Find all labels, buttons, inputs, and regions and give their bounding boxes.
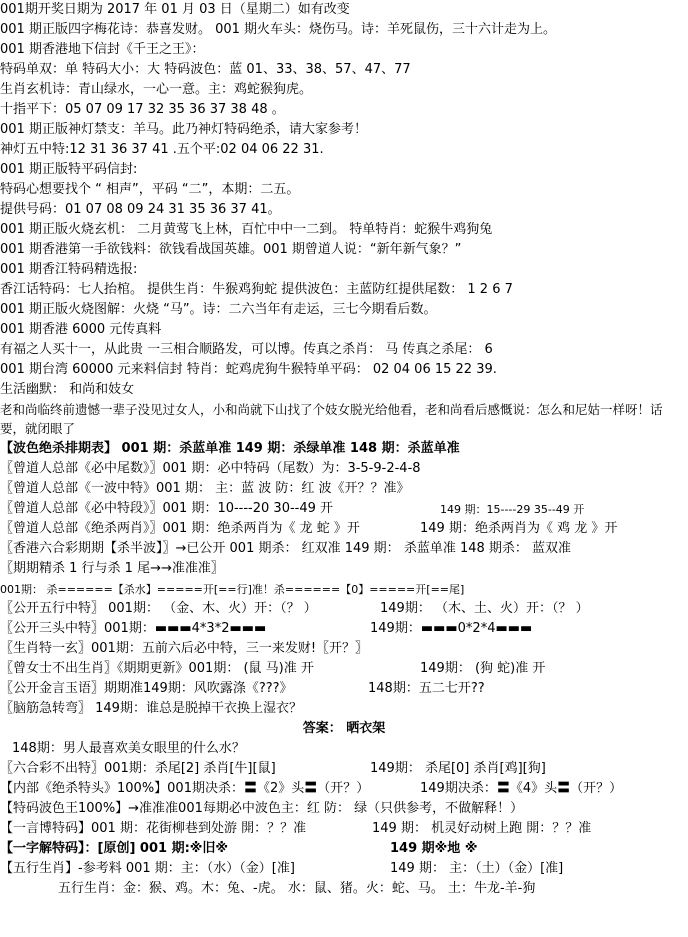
golden-words-line: 〖公开金言玉语〗期期准149期：风吹露涤《???》 <box>0 681 293 696</box>
special-code-line: 特码单双：单 特码大小：大 特码波色：蓝 01、33、38、57、47、77 <box>0 62 411 77</box>
three-heads-001-line: 〖公开三头中特〗001期：▬▬▬4*3*2▬▬▬ <box>0 621 267 636</box>
crosstalk-line: 特码心想要找个 “ 相声”，平码 “二”，本期：二五。 <box>0 182 300 197</box>
riddle-line: 〖脑筋急转弯〗 149期：谁总是脱掉干衣换上湿衣？ <box>0 701 302 716</box>
color-kill-line: 【波色绝杀排期表】 001 期：杀蓝单准 149 期：杀绿单准 148 期：杀蓝单准 <box>0 441 460 456</box>
segment-001-line: 〖曾道人总部《必中特段》〗001 期：10----20 30--49 开 <box>0 501 334 516</box>
five-elements-001-line: 〖公开五行中特〗 001期： （金、木、火）开：（？ ） <box>0 601 317 616</box>
kill-two-149-line: 149 期：绝杀两肖为《 鸡 龙 》开 <box>420 521 618 536</box>
row-tail-title-line: 〖期期精杀 1 行与杀 1 尾→→准准准〗 <box>0 561 224 576</box>
xiangjiang-detail-line: 香江话特码：七人抬棺。 提供生肖：牛猴鸡狗蛇 提供波色：主蓝防红提供尾数： 1 2 6 7 <box>0 282 513 297</box>
zodiac-poem-line: 生肖玄机诗：青山绿水，一心一意。主：鸡蛇猴狗虎。 <box>0 82 313 97</box>
taiwan-envelope-line: 001 期台湾 60000 元来料信封 特肖：蛇鸡虎狗牛猴特单平码： 02 04 06 15 22 39. <box>0 362 497 377</box>
segment-149-line: 149 期：15----29 35--49 开 <box>440 503 585 516</box>
humor-title-line: 生活幽默： 和尚和妓女 <box>0 382 135 397</box>
five-zodiac-001-line: 【五行生肖】-参考料 001 期：主：（水）（金）[准] <box>0 861 295 876</box>
row-tail-detail-line: 001期： 杀======【杀水】=====开[==行]准！杀======【0】=====开[==尾] <box>0 583 465 596</box>
tail-number-line: 〖曾道人总部《必中尾数》〗001 期：必中特码（尾数）为：3-5-9-2-4-8 <box>0 461 421 476</box>
half-wave-line: 〖香港六合彩期期【杀半波】〗→已公开 001 期杀： 红双准 149 期： 杀蓝单准 148 期杀： 蓝双准 <box>0 541 572 556</box>
draw-date-line: 001期开奖日期为 2017 年 01 月 03 日（星期二）如有改变 <box>0 2 350 17</box>
ms-zodiac-149-line: 149期： (狗 蛇)准 开 <box>420 661 546 676</box>
numbers-line: 提供号码：01 07 08 09 24 31 35 36 37 41。 <box>0 202 281 217</box>
zodiac-mystery-line: 〖生肖特一玄〗001期：五前六后必中特，三一来发财!〖开？〗 <box>0 641 369 656</box>
envelope-title-line: 001 期香港地下信封《千王之王》： <box>0 42 205 57</box>
five-zodiac-149-line: 149 期： 主：（土）（金）[准] <box>390 861 564 876</box>
one-char-001-line: 【一字解特码】：[原创] 001 期:※旧※ <box>0 841 229 856</box>
fax-detail-line: 有福之人买十一，从此贵 一三相合顺路发，可以博。传真之杀肖： 马 传真之杀尾： 6 <box>0 342 493 357</box>
lamp-numbers-line: 神灯五中特:12 31 36 37 41 .五个平:02 04 06 22 31. <box>0 142 324 157</box>
five-elements-149-line: 149期： （木、土、火）开：（？ ） <box>380 601 589 616</box>
wave-king-line: 【特码波色王100%】→准准准001每期必中波色主：红 防： 绿（只供参考，不做解释！） <box>0 801 524 816</box>
three-heads-149-line: 149期：▬▬▬0*2*4▬▬▬ <box>370 621 533 636</box>
no-special-001-line: 〖六合彩不出特〗001期：杀尾[2] 杀肖[牛][鼠] <box>0 761 276 776</box>
kill-head-001-line: 【内部《绝杀特头》100%】001期决杀：〓《2》头〓（开？） <box>0 781 370 796</box>
one-char-149-line: 149 期※地 ※ <box>390 841 478 856</box>
five-zodiac-list-line: 五行生肖：金：猴、鸡。木：兔、-虎。 水：鼠、猪。火：蛇、马。 土：牛龙-羊-狗 <box>58 881 536 896</box>
riddle-148-line: 148期：男人最喜欢美女眼里的什么水？ <box>12 741 245 756</box>
fire-mystery-line: 001 期正版火烧玄机： 二月黄莺飞上林，百忙中中一二到。 特单特肖：蛇猴牛鸡狗兔 <box>0 222 493 237</box>
one-word-001-line: 【一言博特码】001 期：花街柳巷到处游 開：？？准 <box>0 821 307 836</box>
riddle-answer: 答案： 晒衣架 <box>302 721 386 736</box>
kill-head-149-line: 149期决杀：〓《4》头〓（开？） <box>420 781 623 796</box>
golden-words-148-line: 148期：五二七开?? <box>368 681 485 696</box>
fax-title-line: 001 期香港 6000 元传真料 <box>0 322 162 337</box>
ms-zodiac-001-line: 〖曾女士不出生肖〗《期期更新》001期： (鼠 马)准 开 <box>0 661 314 676</box>
one-word-149-line: 149 期： 机灵好动树上跑 開：？？准 <box>372 821 592 836</box>
ten-finger-line: 十指平下：05 07 09 17 32 35 36 37 38 48 。 <box>0 102 285 117</box>
kill-two-001-line: 〖曾道人总部《绝杀两肖》〗001 期：绝杀两肖为《 龙 蛇 》开 <box>0 521 360 536</box>
hk-first-hand-line: 001 期香港第一手欲钱料：欲钱看战国英雄。001 期曾道人说：“新年新气象？” <box>0 242 462 257</box>
humor-story-text: 老和尚临终前遗憾一辈子没见过女人，小和尚就下山找了个妓女脱光给他看，老和尚看后感慨说：怎么和尼姑一样呀！话要，就闭眼了 <box>0 402 663 436</box>
xiangjiang-title-line: 001 期香江特码精选报: <box>0 262 138 277</box>
one-wave-line: 〖曾道人总部《一波中特》001 期： 主：蓝 波 防：红 波《开？？准》 <box>0 481 410 496</box>
no-special-149-line: 149期： 杀尾[0] 杀肖[鸡][狗] <box>370 761 546 776</box>
lamp-ban-line: 001 期正版神灯禁支：羊马。此乃神灯特码绝杀，请大家参考！ <box>0 122 367 137</box>
flat-code-envelope-line: 001 期正版特平码信封: <box>0 162 138 177</box>
fire-diagram-line: 001 期正版火烧图解：火烧 “马”。诗：二六当年有走运，三七今期看后数。 <box>0 302 437 317</box>
poem-line: 001 期正版四字梅花诗：恭喜发财。 001 期火车头：烧伤马。诗：羊死鼠伤，三十六计走为上。 <box>0 22 557 37</box>
